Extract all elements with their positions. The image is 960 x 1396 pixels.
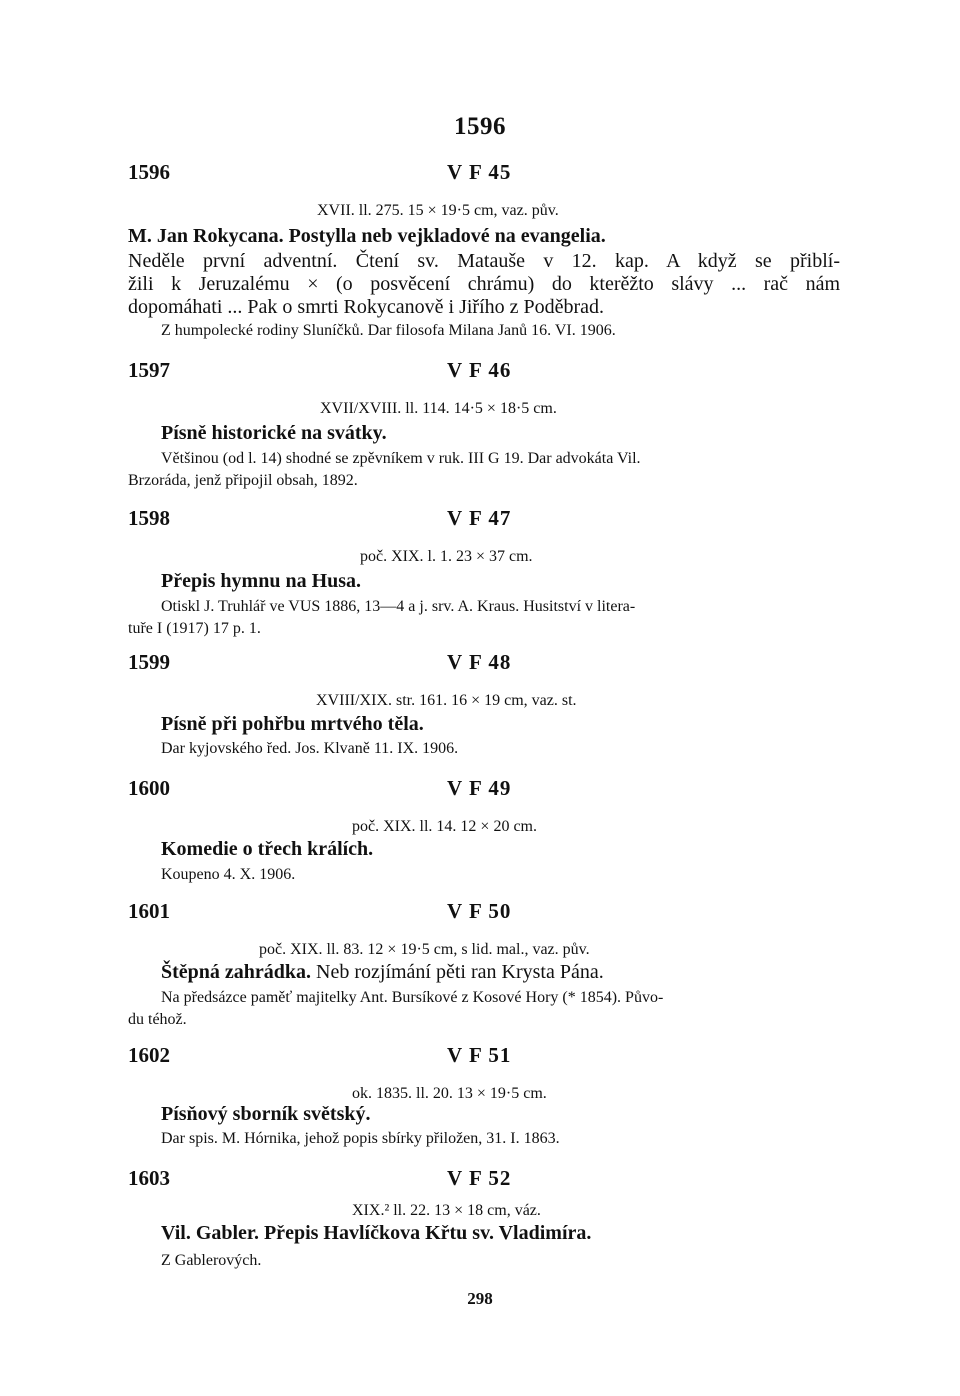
entry-number: 1600 (128, 776, 170, 800)
entry-number: 1598 (128, 506, 170, 530)
entry-note: Z Gablerových. (161, 1252, 262, 1269)
entry-meta: XVIII/XIX. str. 161. 16 × 19 cm, vaz. st. (316, 692, 577, 709)
entry-signature: V F 47 (447, 506, 512, 530)
entry-number: 1597 (128, 358, 170, 382)
entry-number: 1596 (128, 160, 170, 184)
entry-note: Dar spis. M. Hórnika, jehož popis sbírky přiložen, 31. I. 1863. (161, 1130, 560, 1147)
entry-title: Komedie o třech králích. (161, 838, 374, 860)
entry-meta: ok. 1835. ll. 20. 13 × 19·5 cm. (352, 1085, 547, 1102)
entry-number: 1599 (128, 650, 170, 674)
entry-signature: V F 52 (447, 1166, 512, 1190)
entry-title: Vil. Gabler. Přepis Havlíčkova Křtu sv. Vladimíra. (161, 1222, 592, 1244)
entry-note: Na předsázce paměť majitelky Ant. Bursíkové z Kosové Hory (* 1854). Půvo- (161, 989, 664, 1006)
entry-signature: V F 50 (447, 899, 512, 923)
title-bold: Štěpná zahrádka. (161, 961, 312, 983)
entry-signature: V F 45 (447, 160, 512, 184)
running-head: 1596 (454, 113, 506, 140)
entry-number: 1603 (128, 1166, 170, 1190)
entry-body (128, 250, 840, 319)
entry-signature: V F 51 (447, 1043, 512, 1067)
entry-note: du téhož. (128, 1011, 187, 1028)
entry-signature: V F 46 (447, 358, 512, 382)
title-rest: Neb rozjímání pěti ran Krysta Pána. (311, 961, 604, 983)
entry-meta: XVII. ll. 275. 15 × 19·5 cm, vaz. pův. (317, 202, 559, 219)
entry-meta: poč. XIX. ll. 83. 12 × 19·5 cm, s lid. mal., vaz. pův. (259, 941, 590, 958)
entry-note: Otiskl J. Truhlář ve VUS 1886, 13—4 a j. srv. A. Kraus. Husitství v litera- (161, 598, 636, 615)
entry-note: Brzoráda, jenž připojil obsah, 1892. (128, 472, 358, 489)
entry-note: Dar kyjovského řed. Jos. Klvaně 11. IX. 1906. (161, 740, 459, 757)
entry-meta: poč. XIX. l. 1. 23 × 37 cm. (360, 548, 533, 565)
entry-number: 1602 (128, 1043, 170, 1067)
entry-signature: V F 49 (447, 776, 512, 800)
entry-title: M. Jan Rokycana. Postylla neb vejkladové na evangelia. (128, 225, 606, 247)
entry-note: Koupeno 4. X. 1906. (161, 866, 296, 883)
entry-title: Písňový sborník světský. (161, 1103, 371, 1125)
entry-number: 1601 (128, 899, 170, 923)
entry-title: Písně historické na svátky. (161, 422, 387, 444)
entry-title (161, 961, 604, 984)
entry-note: Z humpolecké rodiny Sluníčků. Dar filosofa Milana Janů 16. VI. 1906. (161, 322, 616, 339)
entry-title: Písně při pohřbu mrtvého těla. (161, 713, 424, 735)
body-line: Neděle první adventní. Čtení sv. Mataušе v 12. kap. A když se přiblí- (128, 250, 840, 272)
entry-note: tuře I (1917) 17 p. 1. (128, 620, 261, 637)
entry-note: Většinou (od l. 14) shodné se zpěvníkem v ruk. III G 19. Dar advokáta Vil. (161, 450, 641, 467)
page-number: 298 (467, 1289, 493, 1308)
body-line: žili k Jeruzalému × (o posvěcení chrámu) do kterěžto slávy ... rač nám (128, 273, 840, 295)
entry-meta: XVII/XVIII. ll. 114. 14·5 × 18·5 cm. (320, 400, 557, 417)
entry-title: Přepis hymnu na Husa. (161, 570, 362, 592)
entry-signature: V F 48 (447, 650, 512, 674)
entry-meta: XIX.² ll. 22. 13 × 18 cm, váz. (352, 1202, 541, 1219)
body-line: dopomáhati ... Pak o smrti Rokycanově i Jiřího z Poděbrad. (128, 296, 605, 318)
entry-meta: poč. XIX. ll. 14. 12 × 20 cm. (352, 818, 537, 835)
